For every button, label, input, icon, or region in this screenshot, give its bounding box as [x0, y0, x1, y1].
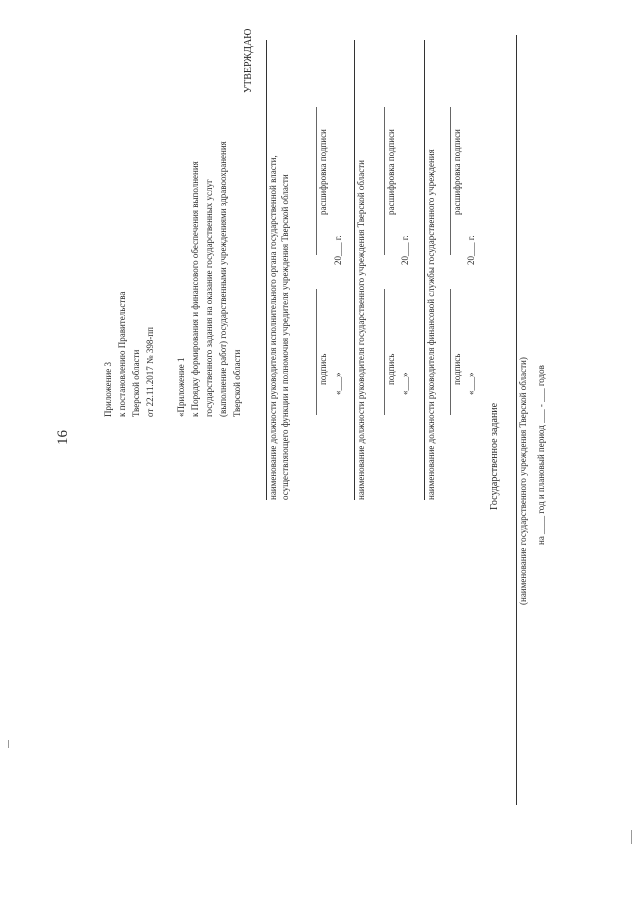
scan-mark-left	[8, 740, 9, 748]
block2-caption: наименование должности руководителя государственного учреждения Тверской области	[356, 160, 366, 500]
block1-caption-1: наименование должности руководителя исполнительного органа государственной власти,	[268, 155, 278, 500]
block3-signature-label: подпись	[452, 353, 462, 385]
block3-date-quote: «___»	[466, 372, 476, 395]
block3-signature-line	[450, 289, 451, 415]
state-task-title: Государственное задание	[489, 402, 500, 510]
block2-top-rule	[354, 40, 355, 500]
block1-decoding-label: расшифровка подписи	[318, 129, 328, 215]
procedure-line-1: «Приложение 1	[176, 357, 186, 417]
block1-signature-line	[316, 289, 317, 415]
institution-caption: (наименование государственного учреждения Тверской области)	[518, 357, 528, 605]
block1-signature-label: подпись	[318, 353, 328, 385]
period-line: на ____ год и плановый период ___ - ___ годов	[536, 365, 546, 545]
block1-caption-2: осуществляющего функции и полномочия учредителя учреждения Тверской области	[280, 174, 290, 500]
block1-top-rule	[266, 40, 267, 500]
block1-date-year: 20___ г.	[333, 235, 343, 265]
appendix-line-3: Тверской области	[131, 349, 141, 417]
block2-decoding-label: расшифровка подписи	[386, 129, 396, 215]
block3-date-year: 20___ г.	[466, 235, 476, 265]
block3-decoding-line	[450, 107, 451, 255]
approve-label: УТВЕРЖДАЮ	[243, 28, 254, 93]
block2-decoding-line	[384, 107, 385, 255]
institution-rule	[516, 35, 517, 805]
block3-decoding-label: расшифровка подписи	[452, 129, 462, 215]
block3-caption: наименование должности руководителя финансовой службы государственного учреждения	[426, 149, 436, 500]
block2-signature-label: подпись	[386, 353, 396, 385]
block1-date-quote: «___»	[333, 372, 343, 395]
appendix-line-4: от 22.11.2017 № 398-пп	[145, 327, 155, 417]
appendix-line-1: Приложение 3	[103, 361, 113, 417]
scan-mark-right	[631, 830, 632, 844]
procedure-line-2: к Порядку формирования и финансового обеспечения выполнения	[190, 161, 200, 417]
appendix-line-2: к постановлению Правительства	[117, 291, 127, 417]
block3-top-rule	[424, 40, 425, 500]
block1-decoding-line	[316, 107, 317, 255]
block2-signature-line	[384, 289, 385, 415]
block2-date-quote: «___»	[400, 372, 410, 395]
block2-date-year: 20___ г.	[400, 235, 410, 265]
procedure-line-4: (выполнение работ) государственными учреждениями здравоохранения	[218, 141, 228, 417]
procedure-line-5: Тверской области	[232, 349, 242, 417]
procedure-line-3: государственного задания на оказание государственных услуг	[204, 179, 214, 417]
page-number: 16	[55, 430, 71, 445]
